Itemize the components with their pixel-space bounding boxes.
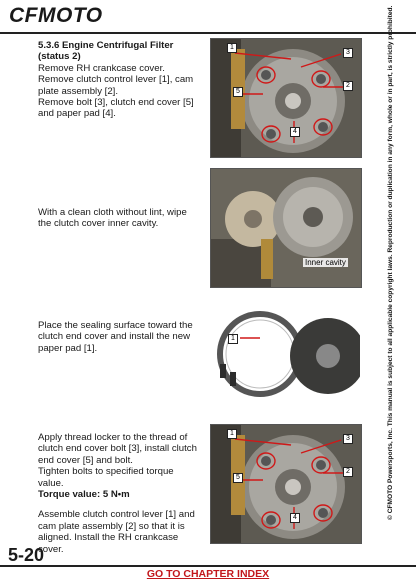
footer-rule [0,565,416,567]
step-line: Remove RH crankcase cover. [38,62,165,74]
torque-value: 5 N•m [102,489,130,501]
callout-5: 5 [233,473,243,483]
step-line: Assemble clutch control lever [1] and cam plate assembly [2] so that it is aligned. Install the RH crankcase cover. [38,509,195,555]
page-number: 5-20 [8,545,45,565]
torque-line: Torque value: 5 N•m [38,489,130,501]
header-rule [0,32,416,34]
callout-4: 4 [290,127,300,137]
copyright-notice: © CFMOTO Powersports, Inc. This manual is subject to all applicable copyright laws. Reproduction or duplication in any form, whole or in part, is strictly prohibited. [387,5,394,520]
callout-4: 4 [290,513,300,523]
callout-1: 1 [227,429,237,439]
paper-pad-illustration [210,304,360,410]
callout-3: 3 [343,434,353,444]
brand-logo: CFMOTO [9,4,103,27]
callout-1: 1 [228,334,238,344]
callout-5: 5 [233,87,243,97]
section-3-text [38,320,198,354]
section-4-text [38,432,198,555]
step-line: Apply thread locker to the thread of clutch end cover bolt [3], install clutch end cover [5] and bolt. [38,432,197,466]
callout-2: 2 [343,81,353,91]
photo-clutch-install [210,424,362,544]
clutch-cover-illustration [211,169,361,287]
step-line: Remove clutch control lever [1], cam plate assembly [2]. [38,74,194,97]
chapter-index-link[interactable]: GO TO CHAPTER INDEX [146,568,270,580]
section-2-text [38,207,198,230]
photo-inner-cavity [210,168,362,288]
clutch-assembly-illustration [211,425,361,543]
callout-3: 3 [343,48,353,58]
photo-paper-pad [210,304,360,410]
step-line: Place the sealing surface toward the clutch end cover and install the new paper pad [1]. [38,320,193,354]
photo-clutch-removal [210,38,362,158]
callout-1: 1 [227,43,237,53]
step-line: Remove bolt [3], clutch end cover [5] and paper pad [4]. [38,97,194,120]
section-1-text [38,40,198,120]
step-line: With a clean cloth without lint, wipe the clutch cover inner cavity. [38,207,187,230]
inner-cavity-label: Inner cavity [305,258,346,267]
torque-label: Torque value [38,489,97,501]
step-line: Tighten bolts to specified torque value. [38,466,174,489]
callout-2: 2 [343,467,353,477]
section-title: 5.3.6 Engine Centrifugal Filter (status 2) [38,40,174,63]
clutch-assembly-illustration [211,39,361,157]
